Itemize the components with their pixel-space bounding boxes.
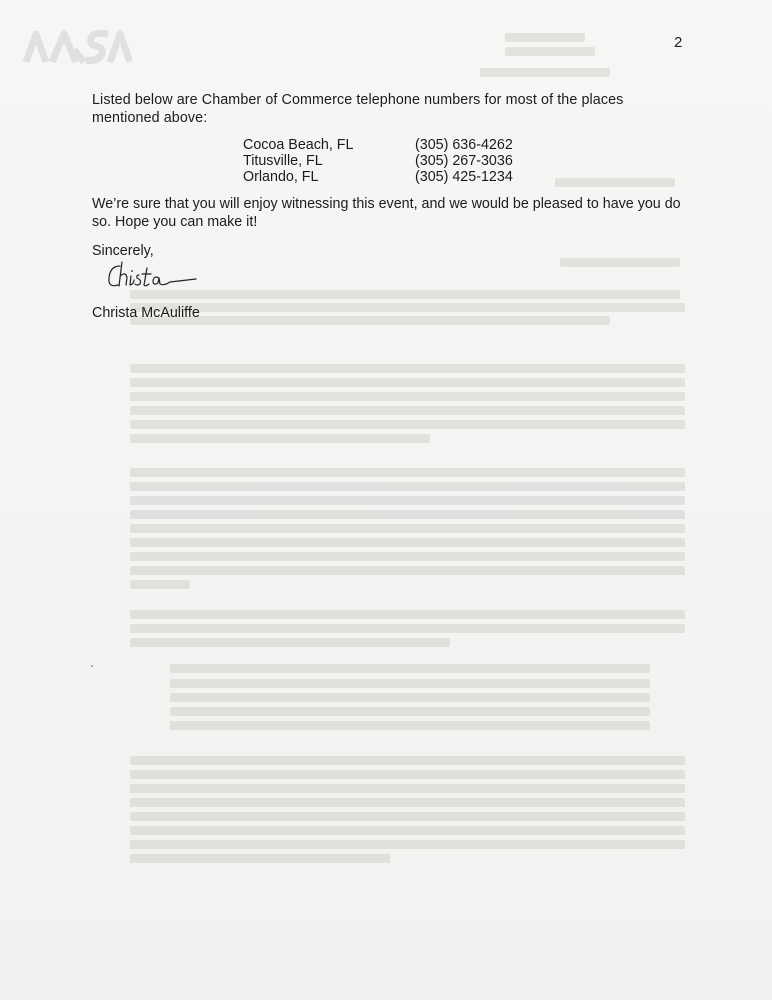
salutation: Sincerely, [92,243,154,259]
paper-speck [91,665,93,667]
phone-cell: (305) 267-3036 [415,153,513,169]
handwritten-signature [104,258,200,294]
closing-paragraph: We’re sure that you will enjoy witnessing this event, and we would be pleased to have you do so. Hope you can make it! [92,196,681,230]
phone-cell: (305) 636-4262 [415,137,513,153]
nasa-logo-icon [22,30,132,64]
table-row [243,153,513,169]
city-cell: Cocoa Beach, FL [243,137,354,153]
phone-cell: (305) 425-1234 [415,169,513,185]
signer-name: Christa McAuliffe [92,305,200,321]
city-cell: Titusville, FL [243,153,323,169]
city-cell: Orlando, FL [243,169,319,185]
table-row [243,137,513,153]
table-row [243,169,513,185]
chamber-phone-table [243,137,513,185]
intro-paragraph: Listed below are Chamber of Commerce telephone numbers for most of the places mentioned above: [92,92,624,126]
page-number: 2 [674,34,683,51]
